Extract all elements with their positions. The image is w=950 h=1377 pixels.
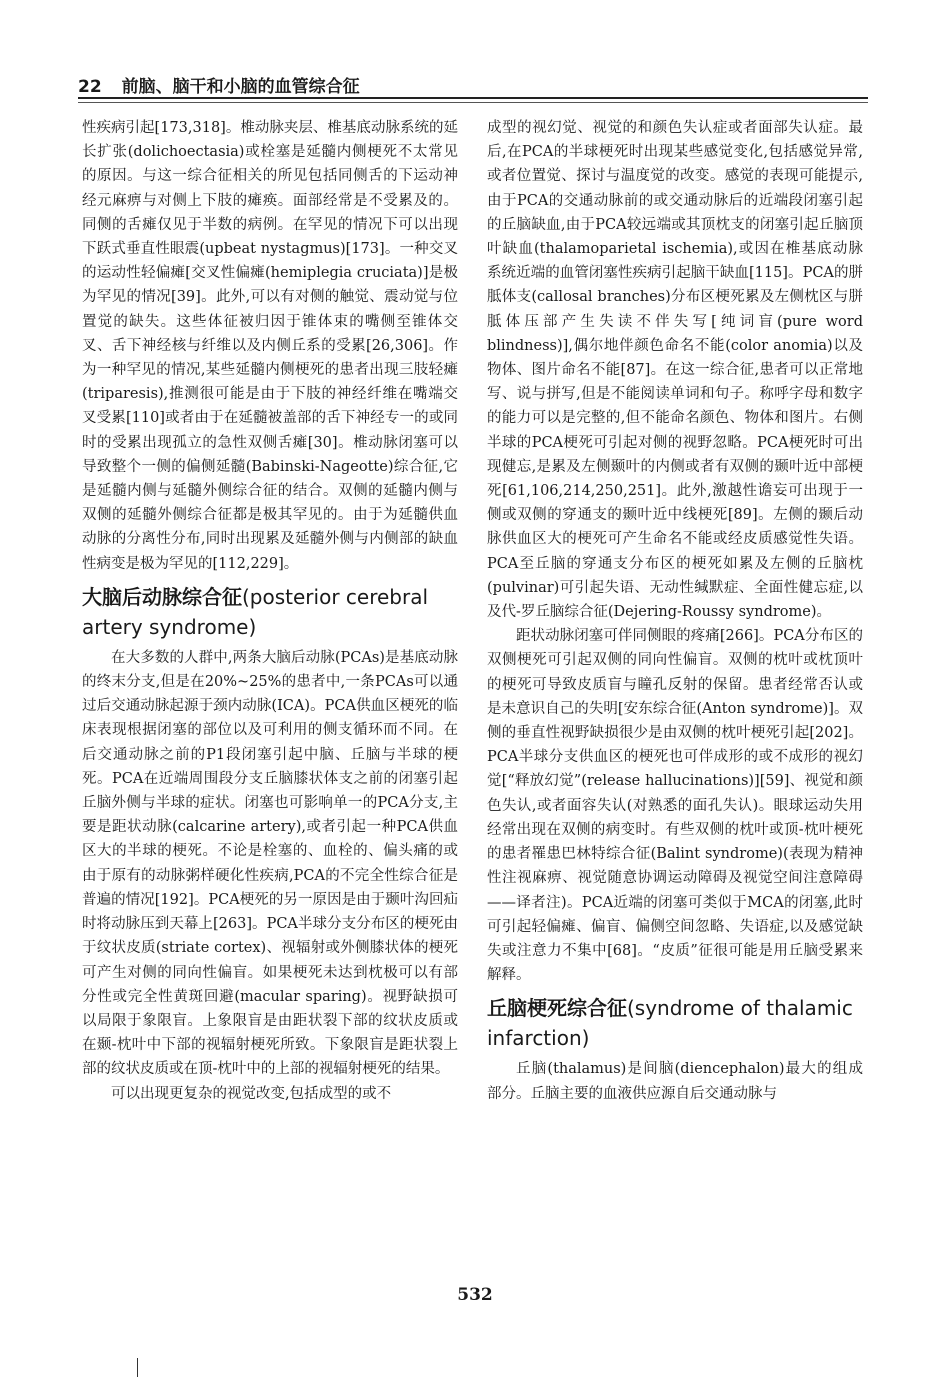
section-heading-pca bbox=[82, 582, 458, 642]
header-rule-thin bbox=[78, 102, 868, 103]
crop-mark bbox=[137, 1358, 138, 1377]
header-page-number: 22 bbox=[78, 77, 102, 97]
running-head bbox=[78, 72, 360, 97]
paragraph: 性疾病引起[173,318]。椎动脉夹层、椎基底动脉系统的延长扩张(dolichoectasia)或栓塞是延髓内侧梗死不太常见的原因。与这一综合征相关的所见包括同侧舌的下运动神经元麻痹与对侧上下肢的瘫痪。面部经常是不受累及的。同侧的舌瘫仅见于半数的病例。在罕见的情况下可以出现下跃式垂直性眼震(upbeat nystagmus)[173]。一种交叉的运动性轻偏瘫[交叉性偏瘫(hemiplegia cruciata)]是极为罕见的情况[39]。此外,可以有对侧的触觉、震动觉与位置觉的缺失。这些体征被归因于锥体束的嘴侧至锥体交叉、舌下神经核与纤维以及内侧丘系的受累[26,306]。作为一种罕见的情况,某些延髓内侧梗死的患者出现三肢轻瘫(triparesis),推测很可能是由于下肢的神经纤维在嘴端交叉受累[110]或者由于在延髓被盖部的舌下神经专一的或同时的受累出现孤立的急性双侧舌瘫[30]。椎动脉闭塞可以导致整个一侧的偏侧延髓(Babinski-Nageotte)综合征,它是延髓内侧与延髓外侧综合征的结合。双侧的延髓内侧与双侧的延髓外侧综合征都是极其罕见的。由于为延髓供血动脉的分离性分布,同时出现累及延髓外侧与内侧部的缺血性病变是极为罕见的[112,229]。 bbox=[82, 120, 458, 572]
right-column bbox=[487, 116, 863, 1106]
paragraph: 成型的视幻觉、视觉的和颜色失认症或者面部失认症。最后,在PCA的半球梗死时出现某些感觉变化,包括感觉异常,或者位置觉、探讨与温度觉的改变。感觉的表现可能提示,由于PCA的交通动脉前的或交通动脉后的近端段闭塞引起的丘脑缺血,由于PCA较远端或其顶枕支的闭塞引起丘脑顶叶缺血(thalamoparietal ischemia),或因在椎基底动脉系统近端的血管闭塞性疾病引起脑干缺血[115]。PCA的胼胝体支(callosal branches)分布区梗死累及左侧枕区与胼胝体压部产生失读不伴失写[纯词盲(pure word blindness)],偶尔地伴颜色命名不能(color anomia)以及物体、图片命名不能[87]。在这一综合征,患者可以正常地写、说与拼写,但是不能阅读单词和句子。称呼字母和数字的能力可以是完整的,但不能命名颜色、物体和图片。右侧半球的PCA梗死可引起对侧的视野忽略。PCA梗死时可出现健忘,是累及左侧颞叶的内侧或者有双侧的颞叶近中部梗死[61,106,214,250,251]。此外,激越性谵妄可出现于一侧或双侧的穿通支的颞叶近中线梗死[89]。左侧的颞后动脉供血区大的梗死可产生命名不能或经皮质感觉性失语。PCA至丘脑的穿通支分布区的梗死如累及左侧的丘脑枕(pulvinar)可引起失语、无动性缄默症、全面性健忘症,以及代-罗丘脑综合征(Dejering-Roussy syndrome)。 bbox=[487, 120, 863, 621]
heading-zh: 大脑后动脉综合征 bbox=[82, 584, 242, 609]
heading-zh: 丘脑梗死综合征 bbox=[487, 996, 627, 1021]
heading-en: (posterior cerebral artery syndrome) bbox=[82, 584, 429, 639]
paragraph: 距状动脉闭塞可伴同侧眼的疼痛[266]。PCA分布区的双侧梗死可引起双侧的同向性偏盲。双侧的枕叶或枕顶叶的梗死可导致皮质盲与瞳孔反射的保留。患者经常否认或是未意识自己的失明[安东综合征(Anton syndrome)]。双侧的垂直性视野缺损很少是由双侧的枕叶梗死引起[202]。PCA半球分支供血区的梗死也可伴成形的或不成形的视幻觉[“释放幻觉”(release hallucinations)][59]、视觉和颜色失认,或者面容失认(对熟悉的面孔失认)。眼球运动失用经常出现在双侧的病变时。有些双侧的枕叶或顶-枕叶梗死的患者罹患巴林特综合征(Balint syndrome)(表现为精神性注视麻痹、视觉随意协调运动障碍及视觉空间注意障碍——译者注)。PCA近端的闭塞可类似于MCA的闭塞,此时可引起轻偏瘫、偏盲、偏侧空间忽略、失语症,以及感觉缺失或注意力不集中[68]。“皮质”征很可能是用丘脑受累来解释。 bbox=[487, 628, 863, 984]
header-rule bbox=[78, 97, 868, 99]
paragraph: 在大多数的人群中,两条大脑后动脉(PCAs)是基底动脉的终末分支,但是在20%~25%的患者中,一条PCAs可以通过后交通动脉起源于颈内动脉(ICA)。PCA供血区梗死的临床表现根据闭塞的部位以及可利用的侧支循环而不同。在后交通动脉之前的P1段闭塞引起中脑、丘脑与半球的梗死。PCA在近端周围段分支丘脑膝状体支之前的闭塞引起丘脑外侧与半球的症状。闭塞也可影响单一的PCA分支,主要是距状动脉(calcarine artery),或者引起一种PCA供血区大的半球的梗死。不论是栓塞的、血栓的、偏头痛的或由于原有的动脉粥样硬化性疾病,PCA的不完全性综合征是普遍的情况[192]。PCA梗死的另一原因是由于颞叶沟回疝时将动脉压到天幕上[263]。PCA半球分支分布区的梗死由于纹状皮质(striate cortex)、视辐射或外侧膝状体的梗死可产生对侧的同向性偏盲。如果梗死未达到枕极可以有部分性或完全性黄斑回避(macular sparing)。视野缺损可以局限于象限盲。上象限盲是由距状裂下部的纹状皮质或在颞-枕叶中下部的视辐射梗死所致。下象限盲是距状裂上部的纹状皮质或在顶-枕叶中的上部的视辐射梗死的结果。 bbox=[82, 649, 458, 1078]
header-title: 前脑、脑干和小脑的血管综合征 bbox=[121, 77, 360, 97]
paragraph: 丘脑(thalamus)是间脑(diencephalon)最大的组成部分。丘脑主要的血液供应源自后交通动脉与 bbox=[487, 1061, 863, 1102]
left-column bbox=[82, 116, 458, 1106]
heading-en: (syndrome of thalamic infarction) bbox=[487, 996, 853, 1051]
paragraph: 可以出现更复杂的视觉改变,包括成型的或不 bbox=[111, 1085, 392, 1102]
section-heading-thalamic bbox=[487, 993, 863, 1053]
page-number: 532 bbox=[457, 1285, 493, 1305]
